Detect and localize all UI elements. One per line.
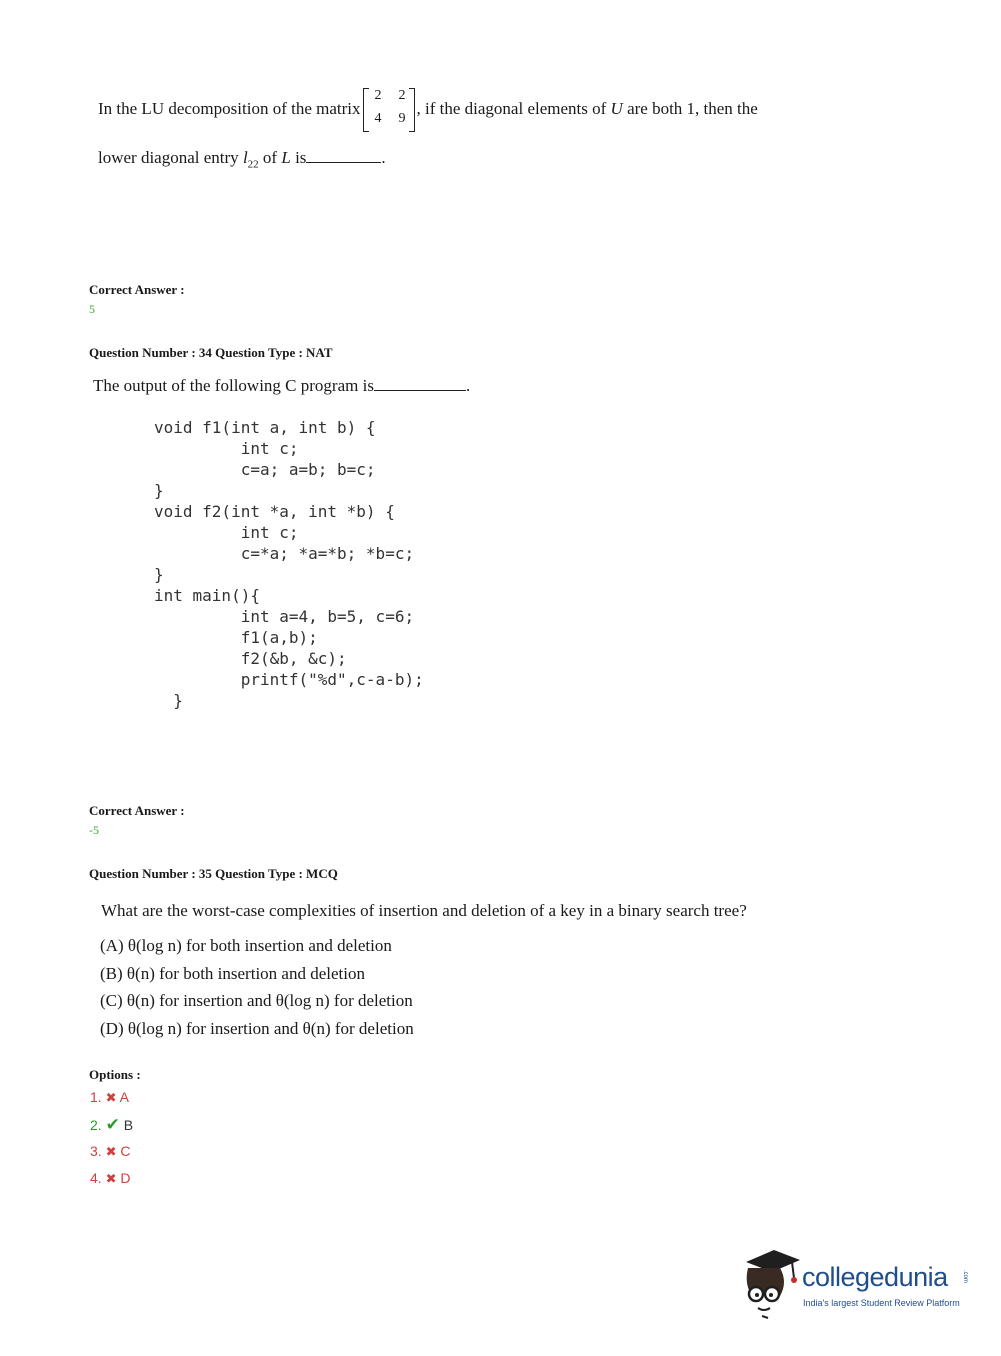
code-line: } bbox=[154, 691, 183, 710]
matrix-cell-12: 2 bbox=[398, 88, 406, 103]
option-number: 3. bbox=[90, 1143, 102, 1159]
q33-line2-mid: of bbox=[258, 148, 282, 167]
code-line: void f1(int a, int b) { bbox=[154, 418, 376, 437]
q33-text-end: are both 1, then the bbox=[622, 98, 758, 118]
answer-blank bbox=[306, 150, 381, 163]
q33-line2-pre: lower diagonal entry bbox=[98, 148, 243, 167]
choice-a: (A) θ(log n) for both insertion and deletion bbox=[100, 936, 392, 955]
q33-line2-is: is bbox=[290, 148, 307, 167]
logo-tagline: India's largest Student Review Platform bbox=[803, 1298, 960, 1308]
matrix-cell-11: 2 bbox=[374, 88, 382, 103]
mascot-icon bbox=[740, 1248, 804, 1320]
q34-text-end: . bbox=[465, 376, 471, 395]
option-letter: B bbox=[123, 1117, 134, 1133]
option-row bbox=[90, 1111, 133, 1138]
choice-b: (B) θ(n) for both insertion and deletion bbox=[100, 963, 365, 983]
q33-matrix bbox=[363, 88, 415, 132]
var-L: L bbox=[281, 148, 291, 167]
code-line: c=a; a=b; b=c; bbox=[154, 460, 376, 479]
logo-dotcom: .com bbox=[962, 1270, 968, 1284]
choice-d: (D) θ(log n) for insertion and θ(n) for deletion bbox=[100, 1018, 414, 1038]
subscript-22: 22 bbox=[247, 158, 259, 171]
q35-question: What are the worst-case complexities of insertion and deletion of a key in a binary search tree? bbox=[101, 901, 747, 920]
correct-answer-label-33: Correct Answer : bbox=[89, 282, 185, 297]
var-U: U bbox=[610, 98, 623, 118]
code-line: void f2(int *a, int *b) { bbox=[154, 502, 395, 521]
code-line: int c; bbox=[154, 439, 299, 458]
q33-text-post: , if the diagonal elements of bbox=[416, 98, 611, 118]
option-row bbox=[90, 1165, 133, 1192]
code-block bbox=[154, 417, 424, 711]
code-line: int main(){ bbox=[154, 586, 260, 605]
correct-answer-label-34: Correct Answer : bbox=[89, 803, 185, 818]
option-letter: A bbox=[119, 1089, 129, 1105]
options-label: Options : bbox=[89, 1067, 141, 1082]
q33-line1 bbox=[98, 88, 758, 132]
check-icon: ✔ bbox=[105, 1115, 120, 1134]
code-line: } bbox=[154, 565, 164, 584]
code-line: f1(a,b); bbox=[154, 628, 318, 647]
code-line: } bbox=[154, 481, 164, 500]
logo-name: collegedunia bbox=[802, 1262, 948, 1292]
code-line: int a=4, b=5, c=6; bbox=[154, 607, 415, 626]
option-number: 1. bbox=[90, 1089, 102, 1105]
cross-icon: ✖ bbox=[105, 1144, 117, 1159]
code-line: printf("%d",c-a-b); bbox=[154, 670, 424, 689]
option-number: 4. bbox=[90, 1170, 102, 1186]
q34-text bbox=[93, 376, 470, 396]
choice-c: (C) θ(n) for insertion and θ(log n) for deletion bbox=[100, 991, 413, 1010]
var-l: l bbox=[242, 148, 248, 167]
matrix-right-bracket bbox=[409, 88, 415, 132]
option-number: 2. bbox=[90, 1117, 102, 1133]
code-line: c=*a; *a=*b; *b=c; bbox=[154, 544, 415, 563]
option-letter: C bbox=[120, 1143, 131, 1159]
option-letter: D bbox=[120, 1170, 131, 1186]
cross-icon: ✖ bbox=[105, 1090, 117, 1105]
matrix-left-bracket bbox=[363, 88, 369, 132]
option-row bbox=[90, 1084, 133, 1111]
q33-line2-end: . bbox=[381, 148, 386, 167]
code-line: int c; bbox=[154, 523, 299, 542]
matrix-cell-21: 4 bbox=[374, 111, 382, 126]
answer-blank bbox=[374, 378, 466, 391]
correct-answer-value-34: -5 bbox=[89, 823, 99, 837]
q35-choices bbox=[100, 932, 414, 1042]
option-row bbox=[90, 1138, 133, 1165]
q33-line2 bbox=[98, 148, 386, 170]
question-header-35: Question Number : 35 Question Type : MCQ bbox=[89, 866, 338, 881]
q33-text-pre: In the LU decomposition of the matrix bbox=[98, 98, 361, 118]
correct-answer-value-33: 5 bbox=[89, 302, 95, 316]
cross-icon: ✖ bbox=[105, 1171, 117, 1186]
matrix-cell-22: 9 bbox=[398, 111, 406, 126]
options-list bbox=[90, 1084, 133, 1192]
collegedunia-logo bbox=[740, 1248, 980, 1320]
q34-question: The output of the following C program is bbox=[93, 376, 374, 395]
question-header-34: Question Number : 34 Question Type : NAT bbox=[89, 345, 333, 360]
code-line: f2(&b, &c); bbox=[154, 649, 347, 668]
